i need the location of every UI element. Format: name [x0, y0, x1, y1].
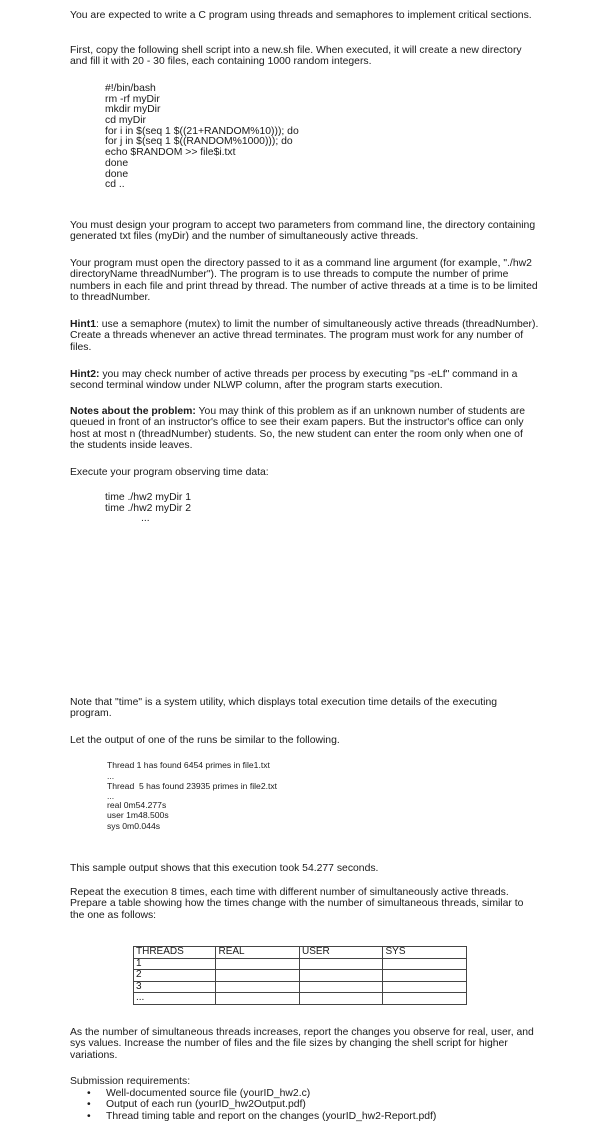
table-row	[134, 981, 467, 993]
repeat-paragraph: Repeat the execution 8 times, each time with different number of simultaneously active threads. Prepare a table showing how the times change with the number of simultaneous threads, similar to the one as follows:	[70, 887, 524, 921]
script-line: for j in $(seq 1 $((RANDOM%1000))); do	[105, 136, 293, 148]
table-cell: 2	[134, 970, 216, 982]
let-output-paragraph: Let the output of one of the runs be similar to the following.	[70, 735, 340, 746]
script-line: #!/bin/bash	[105, 83, 156, 94]
list-item: • Thread timing table and report on the changes (yourID_hw2-Report.pdf)	[87, 1110, 437, 1122]
table-cell: 3	[134, 981, 216, 993]
table-header-row	[134, 947, 467, 959]
table-cell: 1	[134, 958, 216, 970]
time-commands	[105, 493, 435, 525]
table-row	[134, 993, 467, 1005]
time-command-line: time ./hw2 myDir 2	[105, 502, 192, 514]
submission-list	[87, 1088, 547, 1122]
table-header: USER	[299, 947, 383, 959]
time-command-line: ...	[141, 513, 150, 525]
script-line: cd myDir	[105, 115, 146, 127]
hint1-label: Hint1	[70, 319, 96, 330]
list-item: • Well-documented source file (yourID_hw2.c)	[87, 1088, 311, 1099]
output-line: Thread 5 has found 23935 primes in file2.txt	[107, 781, 278, 791]
notes-paragraph	[70, 406, 540, 452]
report-paragraph: As the number of simultaneous threads increases, report the changes you observe for real, user, and sys values. Increase the number of files and the file sizes by changing the shell script for higher variations.	[70, 1027, 534, 1061]
hint1-paragraph	[70, 319, 540, 353]
table-header: SYS	[383, 947, 467, 959]
open-directory-paragraph: Your program must open the directory passed to it as a command line argument (for example, "./hw2 directoryName threadNumber"). The program is to use threads to compute the number of prime numbers in each file and print thread by thread. The number of active threads at a time is to be limited to threadNumber.	[70, 258, 538, 304]
hint2-text: you may check number of active threads per process by executing "ps -eLf" command in a second terminal window under NLWP column, after the program starts execution.	[70, 369, 518, 392]
script-line: done	[105, 157, 129, 169]
script-line: done	[105, 168, 129, 180]
table-row	[134, 958, 467, 970]
script-line: mkdir myDir	[105, 104, 161, 116]
output-line: sys 0m0.044s	[107, 820, 161, 831]
script-line: echo $RANDOM >> file$i.txt	[105, 147, 236, 159]
output-line: user 1m48.500s	[107, 810, 169, 820]
table-cell: ...	[134, 993, 216, 1005]
table-row	[134, 970, 467, 982]
time-utility-note: Note that "time" is a system utility, which displays total execution time details of the executing program.	[70, 697, 498, 720]
design-paragraph: You must design your program to accept two parameters from command line, the directory containing generated txt files (myDir) and the number of simultaneously active threads.	[70, 220, 536, 243]
notes-label: Notes about the problem:	[70, 406, 196, 417]
script-line: for i in $(seq 1 $((21+RANDOM%10))); do	[105, 125, 299, 137]
output-line: real 0m54.277s	[107, 799, 167, 810]
copy-instruction-paragraph: First, copy the following shell script into a new.sh file. When executed, it will create a new directory and fill it with 20 - 30 files, each containing 1000 random integers.	[70, 45, 522, 68]
bullet-icon: •	[87, 1110, 91, 1122]
table-header: REAL	[216, 947, 300, 959]
timing-table	[133, 946, 467, 1005]
script-line: rm -rf myDir	[105, 93, 160, 105]
execute-paragraph: Execute your program observing time data:	[70, 467, 269, 478]
shell-script	[105, 84, 435, 191]
output-line: Thread 1 has found 6454 primes in file1.txt	[107, 760, 270, 770]
bullet-icon: •	[87, 1088, 91, 1099]
sample-paragraph: This sample output shows that this execution took 54.277 seconds.	[70, 863, 379, 874]
sample-output	[107, 760, 437, 831]
output-line: ...	[107, 790, 115, 801]
hint1-text: : use a semaphore (mutex) to limit the number of simultaneously active threads (threadNumber). Create a threads whenever an active thread terminates. The program must work for any number of files.	[70, 319, 539, 353]
output-line: ...	[107, 770, 115, 781]
bullet-icon: •	[87, 1099, 91, 1111]
hint2-paragraph	[70, 369, 540, 392]
time-command-line: time ./hw2 myDir 1	[105, 492, 192, 503]
table-header: THREADS	[134, 947, 216, 959]
list-item: • Output of each run (yourID_hw2Output.pdf)	[87, 1099, 306, 1111]
script-line: cd ..	[105, 179, 125, 191]
notes-text: You may think of this problem as if an unknown number of students are queued in front of an instructor's office to see their exam papers. But the instructor's office can only host at most n (threadNumber) students. So, the new student can enter the room only when one of the students inside leaves.	[70, 406, 526, 452]
intro-paragraph: You are expected to write a C program using threads and semaphores to implement critical sections.	[70, 10, 532, 21]
hint2-label: Hint2:	[70, 369, 100, 380]
submission-title: Submission requirements:	[70, 1076, 191, 1087]
